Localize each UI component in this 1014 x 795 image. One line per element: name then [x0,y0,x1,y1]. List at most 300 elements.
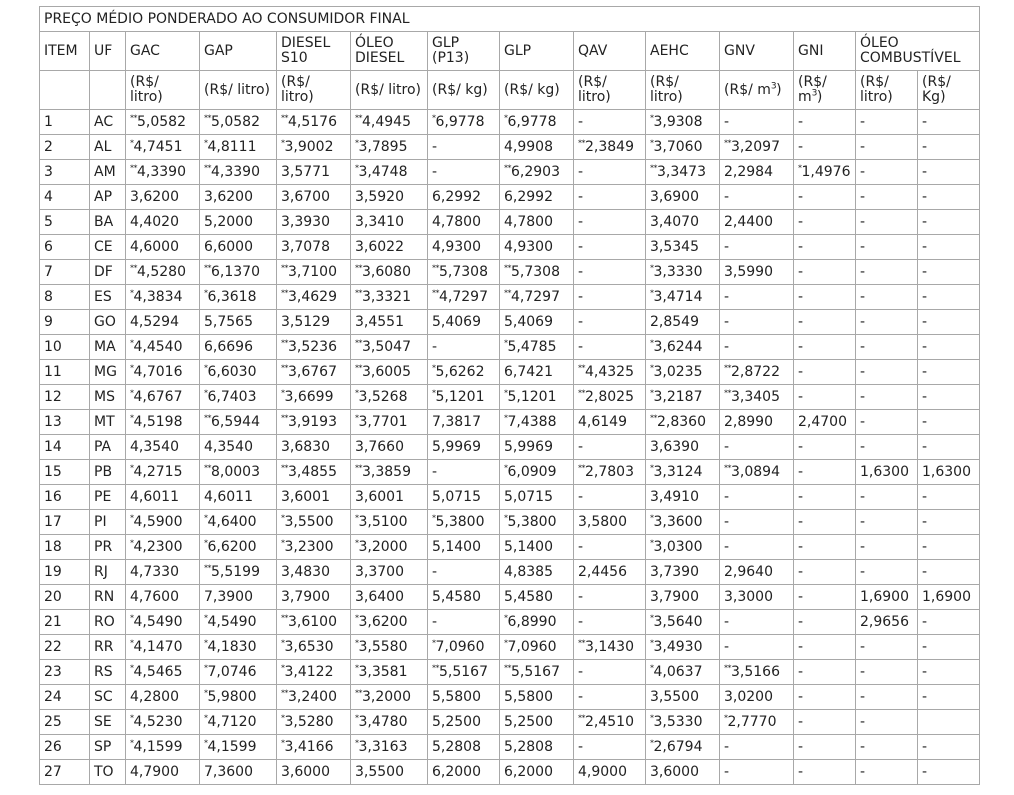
table-row [40,560,980,585]
table-cell: - [918,535,980,560]
table-cell: - [794,435,856,460]
table-cell: - [918,335,980,360]
header-gap: GAP [200,32,277,71]
table-cell: RN [90,585,126,610]
table-cell: 5,7565 [200,310,277,335]
table-row [40,185,980,210]
table-cell: - [720,760,794,785]
unit-cell: (R$/ m⁠$^3$) [794,71,856,110]
table-cell: 4,7800 [500,210,574,235]
table-cell: 4,7600 [126,585,200,610]
table-cell: *7,0960 [500,635,574,660]
table-cell: *4,4540 [126,335,200,360]
table-cell: - [856,235,918,260]
table-cell: 4,9908 [500,135,574,160]
table-cell: - [720,735,794,760]
table-cell: 3,5345 [646,235,720,260]
table-cell: - [856,310,918,335]
header-item: ITEM [40,32,90,71]
table-cell: - [720,510,794,535]
table-cell: 4 [40,185,90,210]
table-cell: *7,4388 [500,410,574,435]
table-cell: *4,1830 [200,635,277,660]
table-cell: - [794,635,856,660]
table-cell: *5,1201 [500,385,574,410]
table-cell: 2,9656 [856,610,918,635]
table-row [40,385,980,410]
table-cell: 2,8549 [646,310,720,335]
header-glp-p13: GLP (P13) [428,32,500,71]
table-cell: - [918,260,980,285]
unit-cell: (R$/ litro) [277,71,351,110]
table-cell: *3,7895 [351,135,428,160]
table-cell: - [856,560,918,585]
table-cell: **3,5047 [351,335,428,360]
table-cell: 4,7900 [126,760,200,785]
table-cell: **3,3405 [720,385,794,410]
table-row [40,360,980,385]
table-cell: *3,3124 [646,460,720,485]
table-cell: - [720,610,794,635]
table-cell: PB [90,460,126,485]
table-cell: 3,6400 [351,585,428,610]
table-cell: 3,6900 [646,185,720,210]
table-cell: **6,5944 [200,410,277,435]
table-cell: 3,6000 [277,760,351,785]
table-cell: 6,2992 [500,185,574,210]
table-cell: 5,4580 [428,585,500,610]
table-cell: - [856,485,918,510]
table-cell: **3,3321 [351,285,428,310]
table-cell: *3,6530 [277,635,351,660]
table-cell: **3,4629 [277,285,351,310]
table-cell: - [918,410,980,435]
unit-cell: (R$/ litro) [574,71,646,110]
table-cell: 3,7900 [646,585,720,610]
table-cell: - [856,710,918,735]
table-cell: - [720,535,794,560]
table-cell: 2,8990 [720,410,794,435]
table-cell: 11 [40,360,90,385]
table-cell: *3,2187 [646,385,720,410]
table-cell: 23 [40,660,90,685]
table-cell: 3,5129 [277,310,351,335]
table-cell: - [720,285,794,310]
table-cell: *5,9800 [200,685,277,710]
table-cell: 12 [40,385,90,410]
table-cell: - [794,135,856,160]
table-cell: *4,1599 [200,735,277,760]
table-cell: - [428,560,500,585]
table-cell: *3,6699 [277,385,351,410]
table-cell: 3,4551 [351,310,428,335]
table-row [40,335,980,360]
table-cell: - [856,285,918,310]
unit-cell: (R$/ litro) [351,71,428,110]
table-cell: *3,4780 [351,710,428,735]
table-cell: 5,4069 [428,310,500,335]
table-row [40,710,980,735]
table-cell: - [574,260,646,285]
table-cell: 5,1400 [428,535,500,560]
table-cell: **3,6005 [351,360,428,385]
table-cell: - [794,485,856,510]
table-cell: AC [90,110,126,135]
table-cell: - [574,185,646,210]
table-cell: 1,6300 [918,460,980,485]
table-cell: **4,3390 [200,160,277,185]
table-row [40,285,980,310]
table-cell: *3,5500 [277,510,351,535]
table-cell: *4,2715 [126,460,200,485]
table-cell: *4,3834 [126,285,200,310]
table-cell: *6,0909 [500,460,574,485]
table-cell: *4,5490 [126,610,200,635]
table-cell: *3,3581 [351,660,428,685]
table-cell: 22 [40,635,90,660]
table-cell: - [794,310,856,335]
table-cell: **4,5176 [277,110,351,135]
table-cell: 3,7390 [646,560,720,585]
table-title: PREÇO MÉDIO PONDERADO AO CONSUMIDOR FINAL [40,7,980,32]
table-row [40,135,980,160]
header-aehc: AEHC [646,32,720,71]
table-cell: **2,8722 [720,360,794,385]
table-row [40,460,980,485]
table-cell: *3,6244 [646,335,720,360]
table-cell: *5,3800 [428,510,500,535]
table-cell: - [720,335,794,360]
table-cell: *3,4748 [351,160,428,185]
table-cell: - [856,510,918,535]
table-cell: - [918,685,980,710]
table-cell: 19 [40,560,90,585]
table-row [40,585,980,610]
table-cell: *4,2300 [126,535,200,560]
table-cell: **2,3849 [574,135,646,160]
unit-cell: (R$/ kg) [428,71,500,110]
table-cell: - [794,510,856,535]
table-cell: CE [90,235,126,260]
table-row [40,310,980,335]
price-table [39,6,980,785]
table-cell: - [574,660,646,685]
table-cell: *5,1201 [428,385,500,410]
table-cell: PE [90,485,126,510]
table-cell: *4,8111 [200,135,277,160]
table-cell: - [574,685,646,710]
table-cell: 10 [40,335,90,360]
table-cell: - [794,560,856,585]
header-oleo-combustivel: ÓLEO COMBUSTÍVEL [856,32,980,71]
table-cell: *3,4122 [277,660,351,685]
table-cell: 4,3540 [126,435,200,460]
table-cell: - [574,435,646,460]
table-cell: 2,9640 [720,560,794,585]
table-cell: - [794,235,856,260]
table-cell: - [794,385,856,410]
table-cell: - [794,185,856,210]
table-cell: 3,6000 [646,760,720,785]
table-cell: TO [90,760,126,785]
header-row [40,32,980,71]
table-cell: 3,3000 [720,585,794,610]
table-cell: - [574,335,646,360]
table-cell: 4,7330 [126,560,200,585]
header-qav: QAV [574,32,646,71]
table-cell: *7,0746 [200,660,277,685]
table-cell: 20 [40,585,90,610]
table-cell: *4,5490 [200,610,277,635]
table-cell: 15 [40,460,90,485]
table-cell: **3,6080 [351,260,428,285]
table-cell: - [918,135,980,160]
table-cell: **4,4325 [574,360,646,385]
table-cell: DF [90,260,126,285]
table-cell: - [918,385,980,410]
table-cell: - [856,360,918,385]
table-cell: *3,2300 [277,535,351,560]
table-cell: - [794,660,856,685]
table-cell: *5,6262 [428,360,500,385]
table-cell: 3,3410 [351,210,428,235]
table-cell: *3,4166 [277,735,351,760]
table-cell: 4,9000 [574,760,646,785]
table-cell: **2,8360 [646,410,720,435]
table-cell: - [856,535,918,560]
table-row [40,110,980,135]
table-cell: RS [90,660,126,685]
table-cell: *3,5580 [351,635,428,660]
table-cell: 27 [40,760,90,785]
table-cell: - [856,385,918,410]
unit-cell: (R$/ litro) [200,71,277,110]
table-cell: **4,5280 [126,260,200,285]
table-cell: *6,7403 [200,385,277,410]
table-cell: - [918,560,980,585]
table-cell: 3,5500 [351,760,428,785]
table-row [40,510,980,535]
table-cell: 2,2984 [720,160,794,185]
table-cell: 6,2992 [428,185,500,210]
table-cell: - [794,535,856,560]
table-cell: RR [90,635,126,660]
table-cell: AP [90,185,126,210]
table-cell: - [918,610,980,635]
table-cell: 5,9969 [500,435,574,460]
table-cell: *1,4976 [794,160,856,185]
table-cell: PR [90,535,126,560]
table-row [40,735,980,760]
unit-cell: (R$/ litro) [856,71,918,110]
table-cell: 6,6000 [200,235,277,260]
table-cell: 4,6011 [126,485,200,510]
table-cell: - [856,185,918,210]
table-cell: 5,2808 [500,735,574,760]
table-cell: **3,5236 [277,335,351,360]
table-cell: **3,2097 [720,135,794,160]
table-cell: - [856,410,918,435]
table-cell: 1 [40,110,90,135]
table-cell: 1,6900 [918,585,980,610]
table-cell: - [856,760,918,785]
table-cell: 3,5500 [646,685,720,710]
table-cell: **3,9193 [277,410,351,435]
table-cell: GO [90,310,126,335]
table-cell: - [918,110,980,135]
table-cell: *6,6200 [200,535,277,560]
table-cell: *4,7016 [126,360,200,385]
table-cell: 6,2000 [428,760,500,785]
table-cell: 3,5800 [574,510,646,535]
table-cell: 3,4070 [646,210,720,235]
table-cell: 7,3817 [428,410,500,435]
table-cell: - [856,135,918,160]
table-cell: **2,7803 [574,460,646,485]
table-cell: SP [90,735,126,760]
table-cell: *3,3600 [646,510,720,535]
table-cell: PA [90,435,126,460]
table-cell: **3,6767 [277,360,351,385]
table-cell: 5,2500 [500,710,574,735]
table-cell: *3,7060 [646,135,720,160]
table-cell: - [720,185,794,210]
table-cell: *4,5198 [126,410,200,435]
table-cell: *3,5330 [646,710,720,735]
table-cell: - [794,735,856,760]
table-cell: **3,5166 [720,660,794,685]
table-cell: - [574,735,646,760]
units-row [40,71,980,110]
table-cell: PI [90,510,126,535]
table-cell: - [918,310,980,335]
table-row [40,660,980,685]
table-cell: 2,4700 [794,410,856,435]
table-row [40,485,980,510]
table-cell: 14 [40,435,90,460]
table-cell: - [794,335,856,360]
table-cell: *2,6794 [646,735,720,760]
table-cell: - [794,585,856,610]
unit-cell: (R$/ m⁠$^3$) [720,71,794,110]
table-cell: 16 [40,485,90,510]
table-cell: *3,5268 [351,385,428,410]
table-cell: 3,5990 [720,260,794,285]
table-cell: 5,4069 [500,310,574,335]
header-diesel-s10: DIESEL S10 [277,32,351,71]
table-cell: 4,2800 [126,685,200,710]
table-cell: **5,5199 [200,560,277,585]
table-cell: - [918,160,980,185]
table-cell: 3,6001 [277,485,351,510]
table-row [40,260,980,285]
table-cell: *4,6400 [200,510,277,535]
price-table-container [39,6,980,785]
table-cell [918,710,980,735]
table-cell: 4,9300 [428,235,500,260]
table-cell: 3,3930 [277,210,351,235]
table-cell: **4,7297 [428,285,500,310]
table-cell: *4,1470 [126,635,200,660]
table-cell: - [794,210,856,235]
table-cell: 3,6022 [351,235,428,260]
table-cell: *3,0300 [646,535,720,560]
table-cell: - [918,360,980,385]
table-cell: **3,0894 [720,460,794,485]
table-cell: *4,7451 [126,135,200,160]
table-cell: - [856,685,918,710]
table-cell: *3,5640 [646,610,720,635]
table-cell: - [794,260,856,285]
table-cell: - [856,210,918,235]
table-cell: 4,5294 [126,310,200,335]
table-cell: MA [90,335,126,360]
table-cell: - [856,735,918,760]
table-cell: 6,6696 [200,335,277,360]
table-cell: 5,0715 [500,485,574,510]
table-cell: 2,4400 [720,210,794,235]
table-cell: 3 [40,160,90,185]
table-cell: - [574,160,646,185]
table-cell: *6,8990 [500,610,574,635]
table-row [40,635,980,660]
table-cell: *3,9308 [646,110,720,135]
table-cell: **3,2400 [277,685,351,710]
table-cell: **5,5167 [428,660,500,685]
table-cell: 3,6200 [200,185,277,210]
table-cell: *4,7120 [200,710,277,735]
table-cell: 5,1400 [500,535,574,560]
table-cell: - [428,160,500,185]
unit-cell: (R$/ litro) [126,71,200,110]
table-row [40,610,980,635]
table-cell: - [574,535,646,560]
table-cell: *3,4930 [646,635,720,660]
header-uf: UF [90,32,126,71]
table-cell: **5,5167 [500,660,574,685]
table-cell: 21 [40,610,90,635]
table-cell: - [574,210,646,235]
table-cell: - [574,485,646,510]
table-cell: *3,4714 [646,285,720,310]
table-cell: **5,0582 [126,110,200,135]
table-cell: *2,7770 [720,710,794,735]
header-gni: GNI [794,32,856,71]
table-cell: - [918,485,980,510]
table-cell: 3,0200 [720,685,794,710]
header-gnv: GNV [720,32,794,71]
table-row [40,685,980,710]
table-cell: *3,0235 [646,360,720,385]
header-oleo-diesel: ÓLEO DIESEL [351,32,428,71]
table-cell: - [574,310,646,335]
table-cell: *6,6030 [200,360,277,385]
table-cell: - [856,635,918,660]
table-cell: 4,6011 [200,485,277,510]
table-cell: **6,2903 [500,160,574,185]
table-cell: **4,4945 [351,110,428,135]
table-cell: 3,5920 [351,185,428,210]
table-cell: - [794,460,856,485]
table-cell: 4,9300 [500,235,574,260]
table-cell: 3,6700 [277,185,351,210]
table-cell: **3,4855 [277,460,351,485]
table-cell: *3,2000 [351,535,428,560]
table-cell: 4,6000 [126,235,200,260]
table-cell: 3,4910 [646,485,720,510]
table-cell: - [574,235,646,260]
table-cell: 5,5800 [428,685,500,710]
